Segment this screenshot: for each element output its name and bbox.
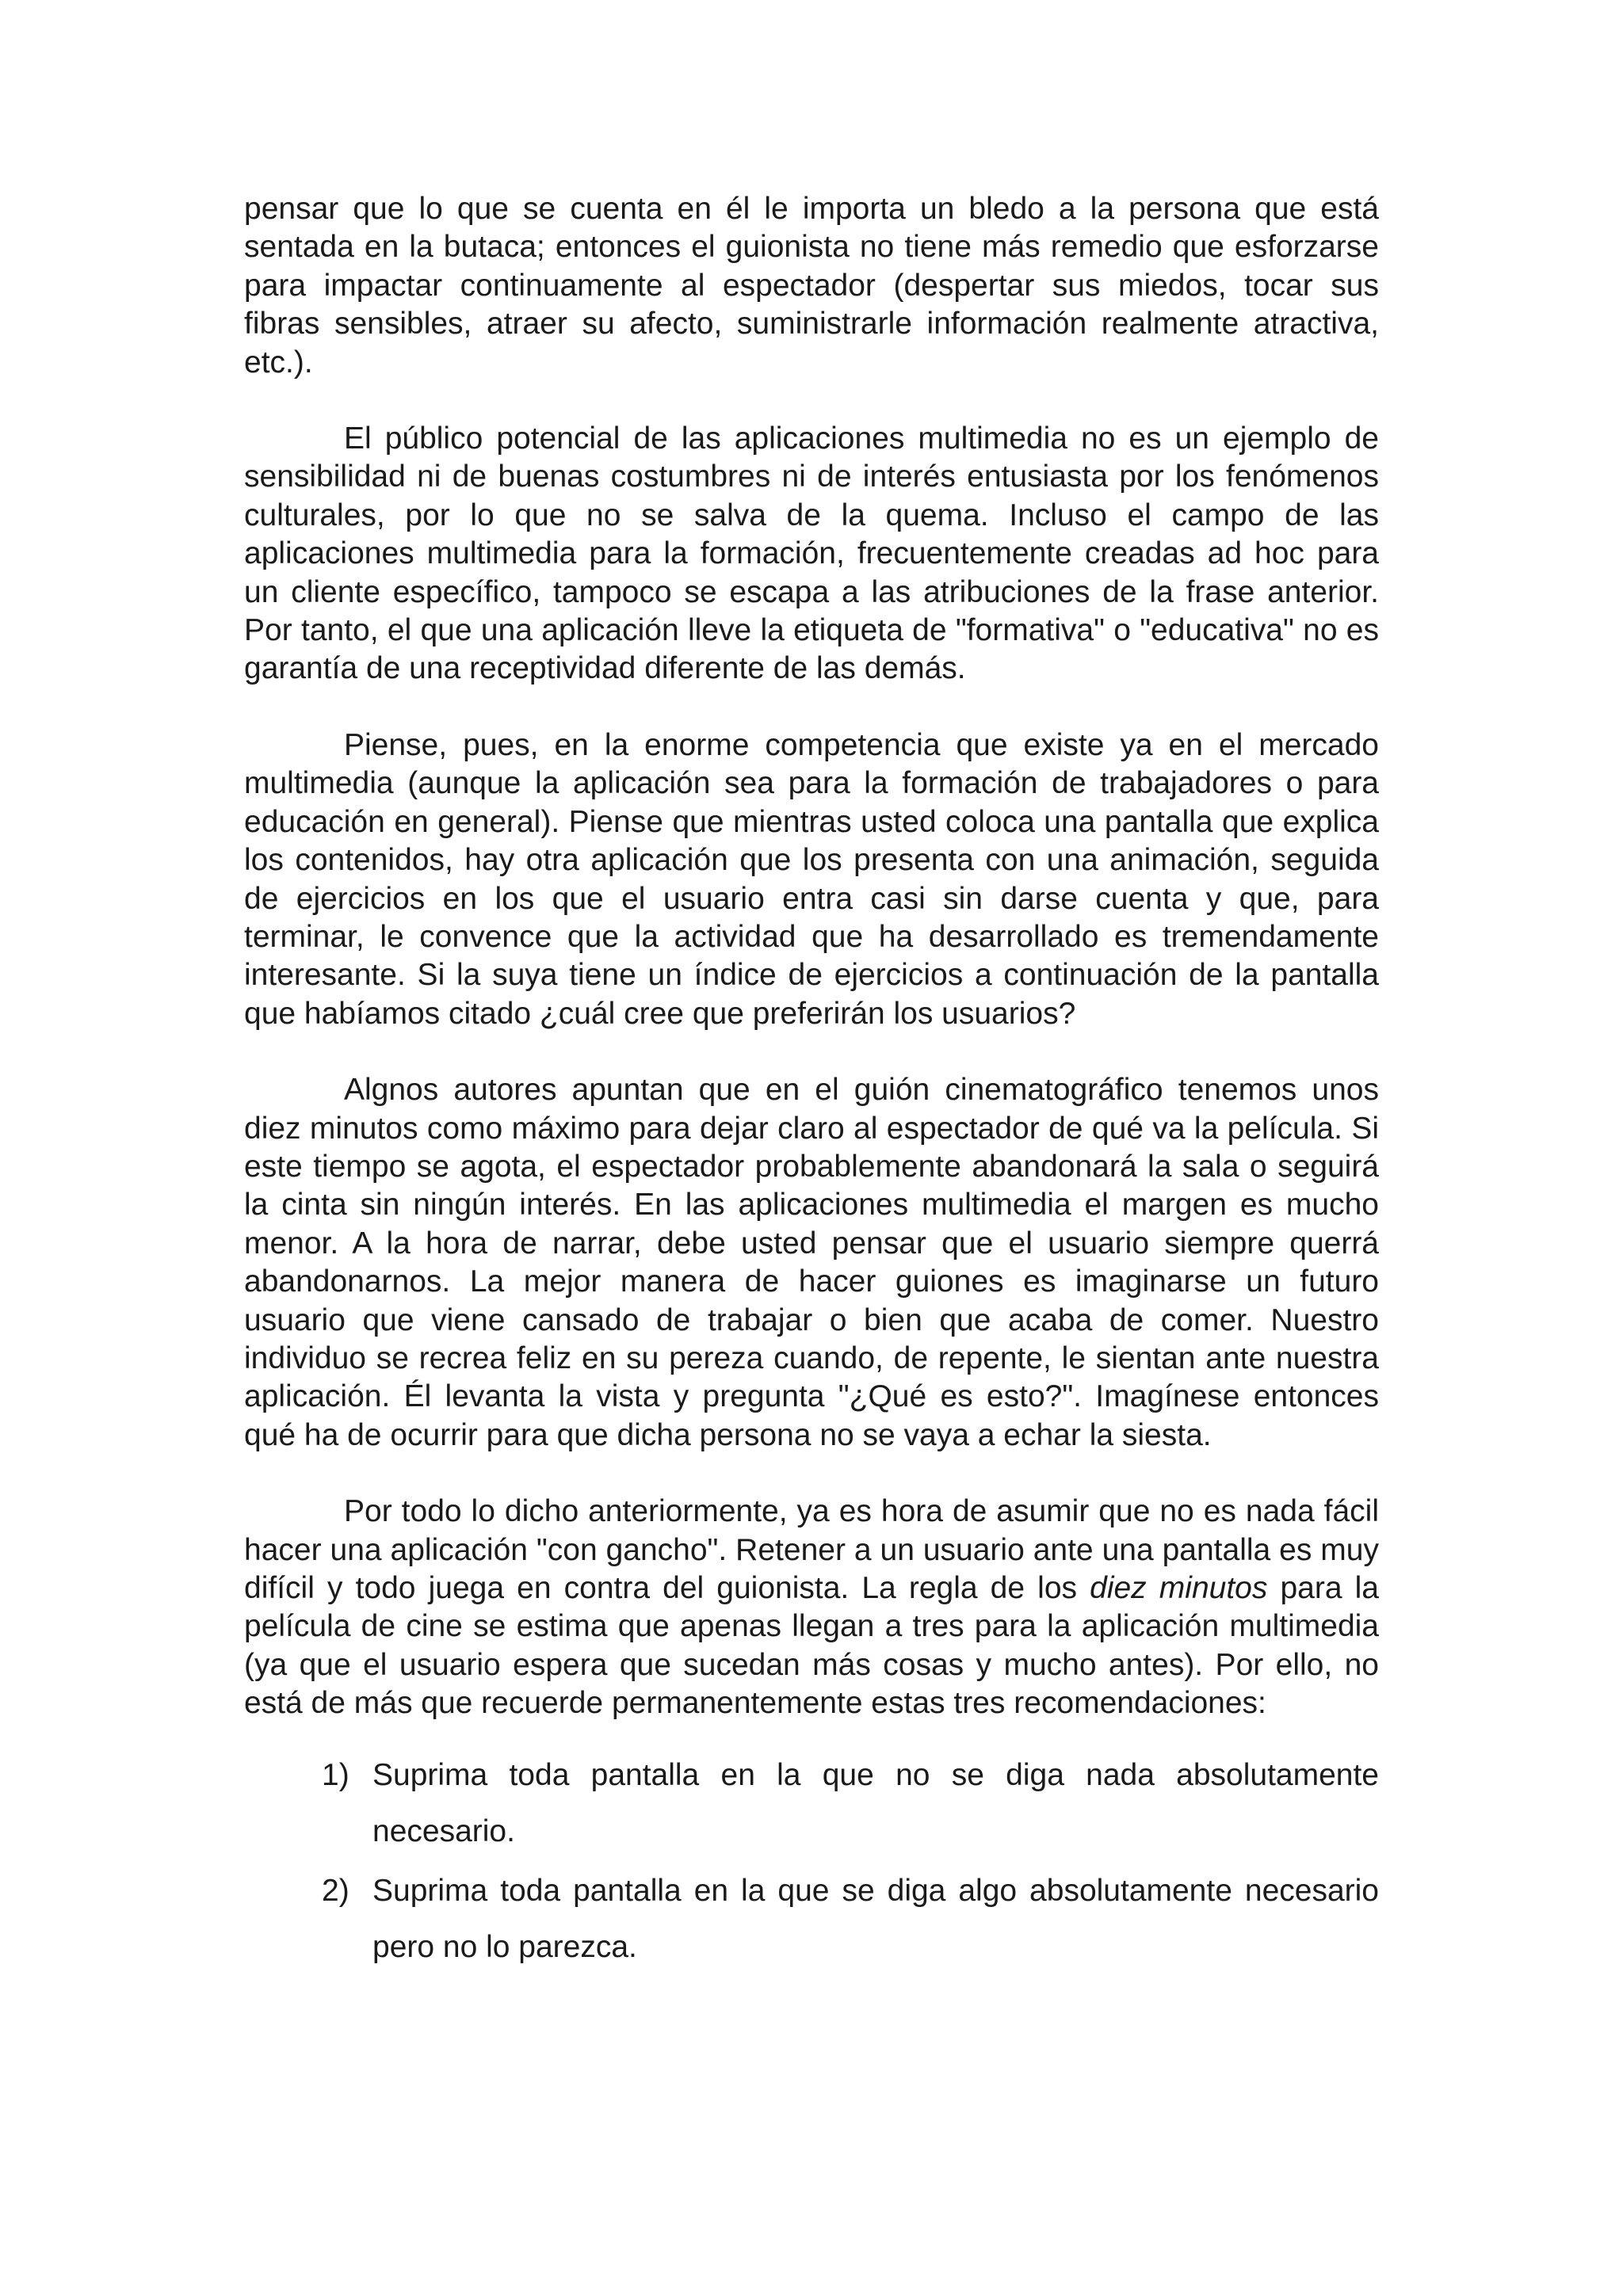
paragraph-con-gancho — [244, 1493, 1379, 1722]
paragraph-continuation: pensar que lo que se cuenta en él le importa un bledo a la persona que está sentada en la butaca; entonces el guionista no tiene más remedio que esforzarse para impactar continuamente al espectador (despertar sus miedos, tocar sus fibras sensibles, atraer su afecto, suministrarle información realmente atractiva, etc.). — [244, 192, 1379, 379]
italic-phrase: diez minutos — [1090, 1571, 1268, 1605]
paragraph-competencia: Piense, pues, en la enorme competencia que existe ya en el mercado multimedia (aunque la aplicación sea para la formación de trabajadores o para educación en general). Piense que mientras usted coloca una pantalla que explica los contenidos, hay otra aplicación que los presenta con una animación, seguida de ejercicios en los que el usuario entra casi sin darse cuenta y que, para terminar, le convence que la actividad que ha desarrollado es tremendamente interesante. Si la suya tiene un índice de ejercicios a continuación de la pantalla que habíamos citado ¿cuál cree que preferirán los usuarios? — [244, 727, 1379, 1031]
recommendations-list — [244, 1747, 1379, 1975]
list-number: 1) — [322, 1757, 349, 1792]
list-item — [244, 1747, 1379, 1859]
document-page — [244, 190, 1379, 1975]
paragraph-text-start: Por todo lo dicho anteriormente, ya es hora de asumir que no es nada fácil hacer una aplicación "con gancho". Retener a un usuario ante una pantalla es muy difícil y todo juega en contra del guionista. La regla de los — [244, 1494, 1379, 1605]
list-item-text: Suprima toda pantalla en la que no se diga nada absolutamente necesario. — [372, 1757, 1379, 1848]
list-item-text: Suprima toda pantalla en la que se diga algo absolutamente necesario pero no lo parezca. — [372, 1873, 1379, 1964]
paragraph-publico-potencial: El público potencial de las aplicaciones multimedia no es un ejemplo de sensibilidad ni de buenas costumbres ni de interés entusiasta por los fenómenos culturales, por lo que no se salva de la quema. Incluso el campo de las aplicaciones multimedia para la formación, frecuentemente creadas ad hoc para un cliente específico, tampoco se escapa a las atribuciones de la frase anterior. Por tanto, el que una aplicación lleve la etiqueta de "formativa" o "educativa" no es garantía de una receptividad diferente de las demás. — [244, 421, 1379, 686]
list-item — [244, 1863, 1379, 1975]
paragraph-diez-minutos: Algnos autores apuntan que en el guión cinematográfico tenemos unos diez minutos como máximo para dejar claro al espectador de qué va la película. Si este tiempo se agota, el espectador probablemente abandonará la sala o seguirá la cinta sin ningún interés. En las aplicaciones multimedia el margen es mucho menor. A la hora de narrar, debe usted pensar que el usuario siempre querrá abandonarnos. La mejor manera de hacer guiones es imaginarse un futuro usuario que viene cansado de trabajar o bien que acaba de comer. Nuestro individuo se recrea feliz en su pereza cuando, de repente, le sientan ante nuestra aplicación. Él levanta la vista y pregunta "¿Qué es esto?". Imagínese entonces qué ha de ocurrir para que dicha persona no se vaya a echar la siesta. — [244, 1073, 1379, 1452]
list-number: 2) — [322, 1873, 349, 1908]
paragraph-text-end: para la película de cine se estima que apenas llegan a tres para la aplicación multimedia (ya que el usuario espera que sucedan más cosas y mucho antes). Por ello, no está de más que recuerde permanentemente estas tres recomendaciones: — [244, 1571, 1379, 1721]
